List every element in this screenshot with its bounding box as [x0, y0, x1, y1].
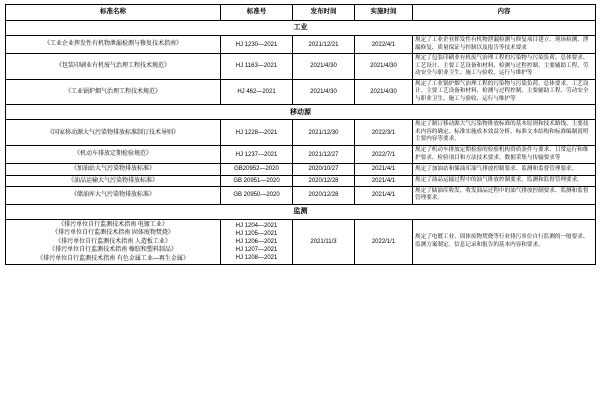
cell-implementation-date: 2021/4/1	[355, 186, 413, 204]
table-row	[6, 219, 596, 264]
cell-standard-number: HJ 1204—2021 HJ 1205—2021 HJ 1206—2021 HJ 1207—2021 HJ 1208—2021	[221, 219, 293, 264]
cell-issue-date: 2021/12/21	[293, 36, 355, 54]
cell-standard-name: 《加油站大气污染物排放标准》	[6, 164, 221, 175]
cell-content: 规定了机动车排放定期检验的检验机构资质条件与要求、日常运行和维护要求、检验项目和方法技术要求、数据采集与传输要求等	[413, 146, 596, 164]
cell-implementation-date: 2022/7/1	[355, 146, 413, 164]
cell-implementation-date: 2021/4/30	[355, 79, 413, 105]
section-title: 工业	[6, 21, 596, 36]
cell-standard-number: GB 20950—2020	[221, 186, 293, 204]
cell-implementation-date: 2021/4/1	[355, 164, 413, 175]
cell-content: 规定了工业企业挥发性有机物泄漏检测与修复项目建立、现场检测、泄漏修复、质量保证与控制以及报告等技术要求	[413, 36, 596, 54]
cell-implementation-date: 2022/1/1	[355, 219, 413, 264]
cell-issue-date: 2021/12/27	[293, 146, 355, 164]
cell-issue-date: 2021/11/3	[293, 219, 355, 264]
cell-content: 规定了制订移动源大气污染物排放标准的基本原则和技术路线、主要技术内容的确定、标准实施成本效益分析、标准文本结构和标准编制说明主要内容等要求。	[413, 120, 596, 146]
cell-standard-name: 《工业企业挥发性有机物泄漏检测与修复技术指南》	[6, 36, 221, 54]
section-title: 监测	[6, 204, 596, 219]
cell-issue-date: 2021/12/30	[293, 120, 355, 146]
header-cell-impl-date: 实施时间	[355, 5, 413, 21]
cell-issue-date: 2021/4/30	[293, 79, 355, 105]
table-row	[6, 164, 596, 175]
cell-content: 规定了加油站和储油库油气排放控制要求、监测和监督管理要求。	[413, 164, 596, 175]
header-cell-number: 标准号	[221, 5, 293, 21]
section-header-row	[6, 105, 596, 120]
cell-standard-name: 《工业锅炉烟气治理工程技术规范》	[6, 79, 221, 105]
header-cell-content: 内容	[413, 5, 596, 21]
cell-standard-name: 《储油库大气污染物排放标准》	[6, 186, 221, 204]
section-header-row	[6, 21, 596, 36]
cell-standard-number: GB 20951—2020	[221, 175, 293, 186]
cell-standard-name: 《国家移动源大气污染物排放标准制订技术导则》	[6, 120, 221, 146]
table-row	[6, 120, 596, 146]
cell-content: 规定了油品运输过程中的油气排放控制要求、监测和监督管理要求。	[413, 175, 596, 186]
cell-standard-number: HJ 1237—2021	[221, 146, 293, 164]
cell-content: 规定了电镀工业、固体废物焚烧等行业排污单位自行监测的一般要求、监测方案制定、信息记录和报告的基本内容和要求。	[413, 219, 596, 264]
cell-standard-number: GB20952—2020	[221, 164, 293, 175]
section-title: 移动源	[6, 105, 596, 120]
cell-implementation-date: 2021/4/1	[355, 175, 413, 186]
table-row	[6, 79, 596, 105]
standards-table	[5, 4, 596, 265]
table-row	[6, 175, 596, 186]
cell-content: 规定了工业锅炉烟气治理工程的污染物与污染负荷、总体要求、工艺设计、主要工艺设备和材料、检测与过程控制、主要辅助工程、劳动安全与职业卫生、施工与验收、运行与维护等	[413, 79, 596, 105]
table-header	[6, 5, 596, 21]
cell-issue-date: 2021/4/30	[293, 54, 355, 80]
cell-implementation-date: 2022/4/1	[355, 36, 413, 54]
cell-standard-name: 《机动车排放定期检验规范》	[6, 146, 221, 164]
cell-standard-number: HJ 1163—2021	[221, 54, 293, 80]
header-row	[6, 5, 596, 21]
header-cell-issue-date: 发布时间	[293, 5, 355, 21]
cell-standard-number: HJ 1230—2021	[221, 36, 293, 54]
cell-implementation-date: 2021/4/30	[355, 54, 413, 80]
table-body	[6, 21, 596, 265]
cell-standard-name: 《包装印刷业有机废气治理工程技术规范》	[6, 54, 221, 80]
section-header-row	[6, 204, 596, 219]
cell-issue-date: 2020/12/28	[293, 186, 355, 204]
table-row	[6, 146, 596, 164]
cell-standard-number: HJ 1228—2021	[221, 120, 293, 146]
cell-standard-name: 《油品运输大气污染物排放标准》	[6, 175, 221, 186]
table-row	[6, 186, 596, 204]
cell-content: 规定了储油库收发、收发油品过程中的油气排放控制要求、监测和监督管理要求。	[413, 186, 596, 204]
cell-issue-date: 2020/12/28	[293, 175, 355, 186]
table-row	[6, 36, 596, 54]
cell-standard-number: HJ 462—2021	[221, 79, 293, 105]
cell-issue-date: 2020/10/27	[293, 164, 355, 175]
header-cell-name: 标准名称	[6, 5, 221, 21]
cell-standard-name: 《排污单位自行监测技术指南 电镀工业》 《排污单位自行监测技术指南 固体废物焚烧》 《排污单位自行监测技术指南 人造板工业》 《排污单位自行监测技术指南 橡胶和塑料制品》 《排污单位自行监测技术指南 有色金属工业—再生金属》	[6, 219, 221, 264]
cell-content: 规定了包装印刷业有机废气治理工程的污染物与污染负荷、总体要求、工艺设计、主要工艺设备和材料、检测与过程控制、主要辅助工程、劳动安全与职业卫生、施工与验收、运行与维护等	[413, 54, 596, 80]
table-row	[6, 54, 596, 80]
cell-implementation-date: 2022/3/1	[355, 120, 413, 146]
